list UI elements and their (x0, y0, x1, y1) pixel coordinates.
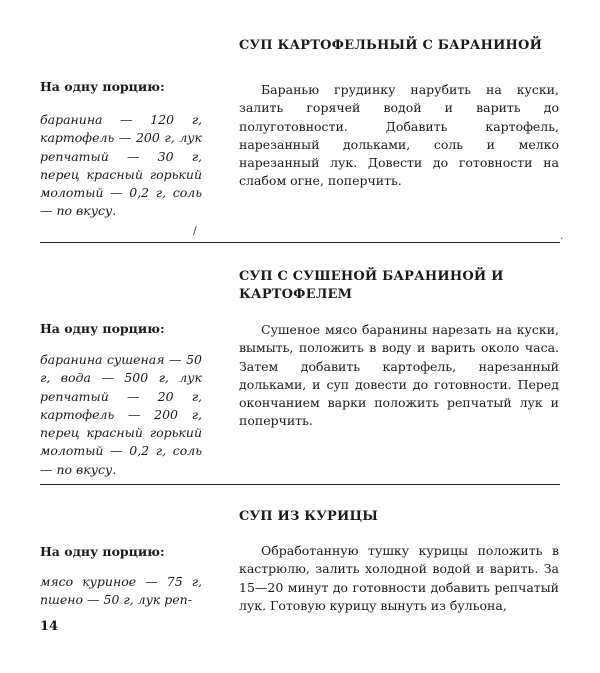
scan-mark: / (193, 224, 197, 237)
ingredients-list: баранина сушеная — 50 г, вода — 500 г, лук репчатый — 20 г, картофель — 200 г, перец красный горький молотый — 0,2 г, соль — по вкусу. (40, 352, 202, 477)
ingredients-list: мясо куриное — 75 г, пшено — 50 г, лук реп- (40, 574, 202, 608)
recipe-title: СУП КАРТОФЕЛЬНЫЙ С БАРАНИНОЙ (239, 38, 543, 53)
recipe-title: СУП С СУШЕНОЙ БАРАНИНОЙ И КАРТОФЕЛЕМ (239, 269, 504, 302)
scan-mark: · (560, 232, 564, 245)
section-divider (40, 242, 560, 243)
recipe-method: Сушеное мясо баранины нарезать на куски, вымыть, положить в воду и варить около часа. Затем добавить картофель, нарезанный дольками, и суп довести до готовности. Перед окончанием варки положить репчатый лук и поперчить. (239, 322, 559, 429)
recipe-method: Баранью грудинку нарубить на куски, залить горячей водой и варить до полуготовности. Добавить картофель, нарезанный дольками, соль и мелко нарезанный лук. Довести до готовности на слабом огне, поперчить. (239, 82, 559, 189)
portion-label: На одну порцию: (40, 544, 165, 559)
ingredients-list: баранина — 120 г, картофель — 200 г, лук репчатый — 30 г, перец красный горький молотый — 0,2 г, соль — по вкусу. (40, 112, 202, 219)
section-divider (40, 484, 560, 485)
page-number: 14 (40, 619, 59, 634)
recipe-title: СУП ИЗ КУРИЦЫ (239, 509, 379, 524)
portion-label: На одну порцию: (40, 321, 165, 336)
recipe-method: Обработанную тушку курицы положить в кастрюлю, залить холодной водой и варить. За 15—20 минут до готовности добавить репчатый лук. Готовую курицу вынуть из бульона, (239, 543, 559, 613)
portion-label: На одну порцию: (40, 79, 165, 94)
